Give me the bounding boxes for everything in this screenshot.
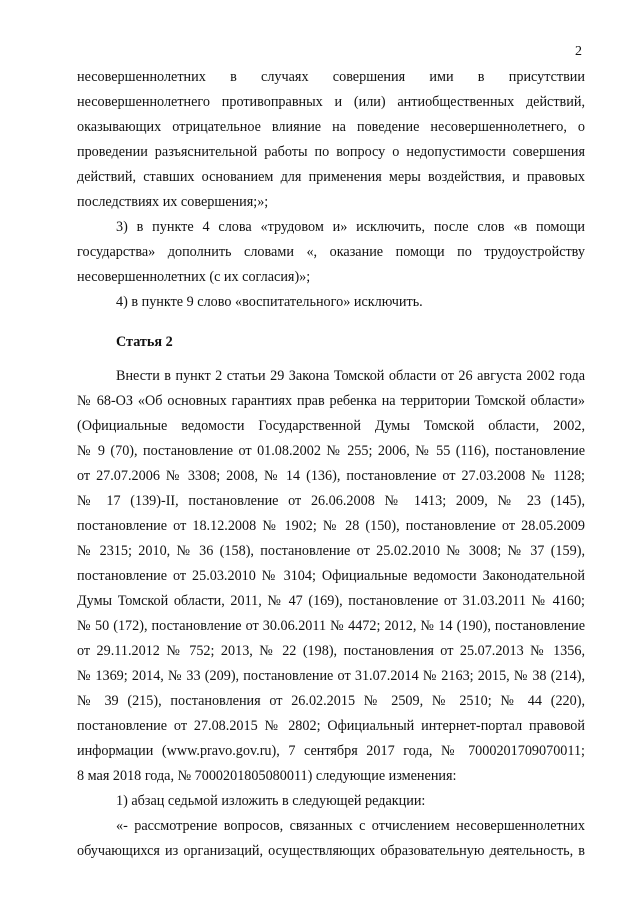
text-line: информации (www.pravo.gov.ru), 7 сентября 2017 года, № 7000201709070011;: [77, 743, 585, 759]
text-line: оказывающих отрицательное влияние на поведение несовершеннолетнего, о: [77, 119, 585, 135]
text-line: проведении разъяснительной работы по вопросу о недопустимости совершения: [77, 144, 585, 160]
text-line: действий, ставших основанием для применения меры воздействия, и правовых: [77, 169, 585, 185]
text-line: несовершеннолетних (с их согласия)»;: [77, 269, 311, 285]
text-line: № 2315; 2010, № 36 (158), постановление от 25.02.2010 № 3008; № 37 (159),: [77, 543, 585, 559]
text-line: 4) в пункте 9 слово «воспитательного» исключить.: [116, 294, 423, 310]
text-line: 3) в пункте 4 слова «трудовом и» исключить, после слов «в помощи: [116, 219, 585, 235]
text-line: № 1369; 2014, № 33 (209), постановление от 31.07.2014 № 2163; 2015, № 38 (214),: [77, 668, 585, 684]
text-line: № 68-ОЗ «Об основных гарантиях прав ребенка на территории Томской области»: [77, 393, 585, 409]
text-line: постановление от 27.08.2015 № 2802; Официальный интернет-портал правовой: [77, 718, 585, 734]
text-line: 8 мая 2018 года, № 7000201805080011) следующие изменения:: [77, 768, 457, 784]
text-line: последствиях их совершения;»;: [77, 194, 269, 210]
text-line: (Официальные ведомости Государственной Думы Томской области, 2002,: [77, 418, 585, 434]
text-line: несовершеннолетнего противоправных и (или) антиобщественных действий,: [77, 94, 585, 110]
text-line: государства» дополнить словами «, оказание помощи по трудоустройству: [77, 244, 585, 260]
article-heading: Статья 2: [116, 334, 173, 350]
text-line: № 39 (215), постановления от 26.02.2015 № 2509, № 2510; № 44 (220),: [77, 693, 585, 709]
text-line: № 50 (172), постановление от 30.06.2011 № 4472; 2012, № 14 (190), постановление: [77, 618, 585, 634]
text-line: обучающихся из организаций, осуществляющих образовательную деятельность, в: [77, 843, 585, 859]
text-line: несовершеннолетних в случаях совершения ими в присутствии: [77, 69, 585, 85]
text-line: от 29.11.2012 № 752; 2013, № 22 (198), постановления от 25.07.2013 № 1356,: [77, 643, 585, 659]
text-line: Думы Томской области, 2011, № 47 (169), постановление от 31.03.2011 № 4160;: [77, 593, 585, 609]
text-line: 1) абзац седьмой изложить в следующей редакции:: [116, 793, 426, 809]
text-line: Внести в пункт 2 статьи 29 Закона Томской области от 26 августа 2002 года: [116, 368, 585, 384]
text-line: от 27.07.2006 № 3308; 2008, № 14 (136), постановление от 27.03.2008 № 1128;: [77, 468, 585, 484]
text-line: постановление от 18.12.2008 № 1902; № 28 (150), постановление от 28.05.2009: [77, 518, 585, 534]
text-line: № 9 (70), постановление от 01.08.2002 № 255; 2006, № 55 (116), постановление: [77, 443, 585, 459]
text-line: постановление от 25.03.2010 № 3104; Официальные ведомости Законодательной: [77, 568, 585, 584]
page-number: 2: [575, 44, 582, 59]
text-line: «- рассмотрение вопросов, связанных с отчислением несовершеннолетних: [116, 818, 585, 834]
text-line: № 17 (139)-II, постановление от 26.06.2008 № 1413; 2009, № 23 (145),: [77, 493, 585, 509]
